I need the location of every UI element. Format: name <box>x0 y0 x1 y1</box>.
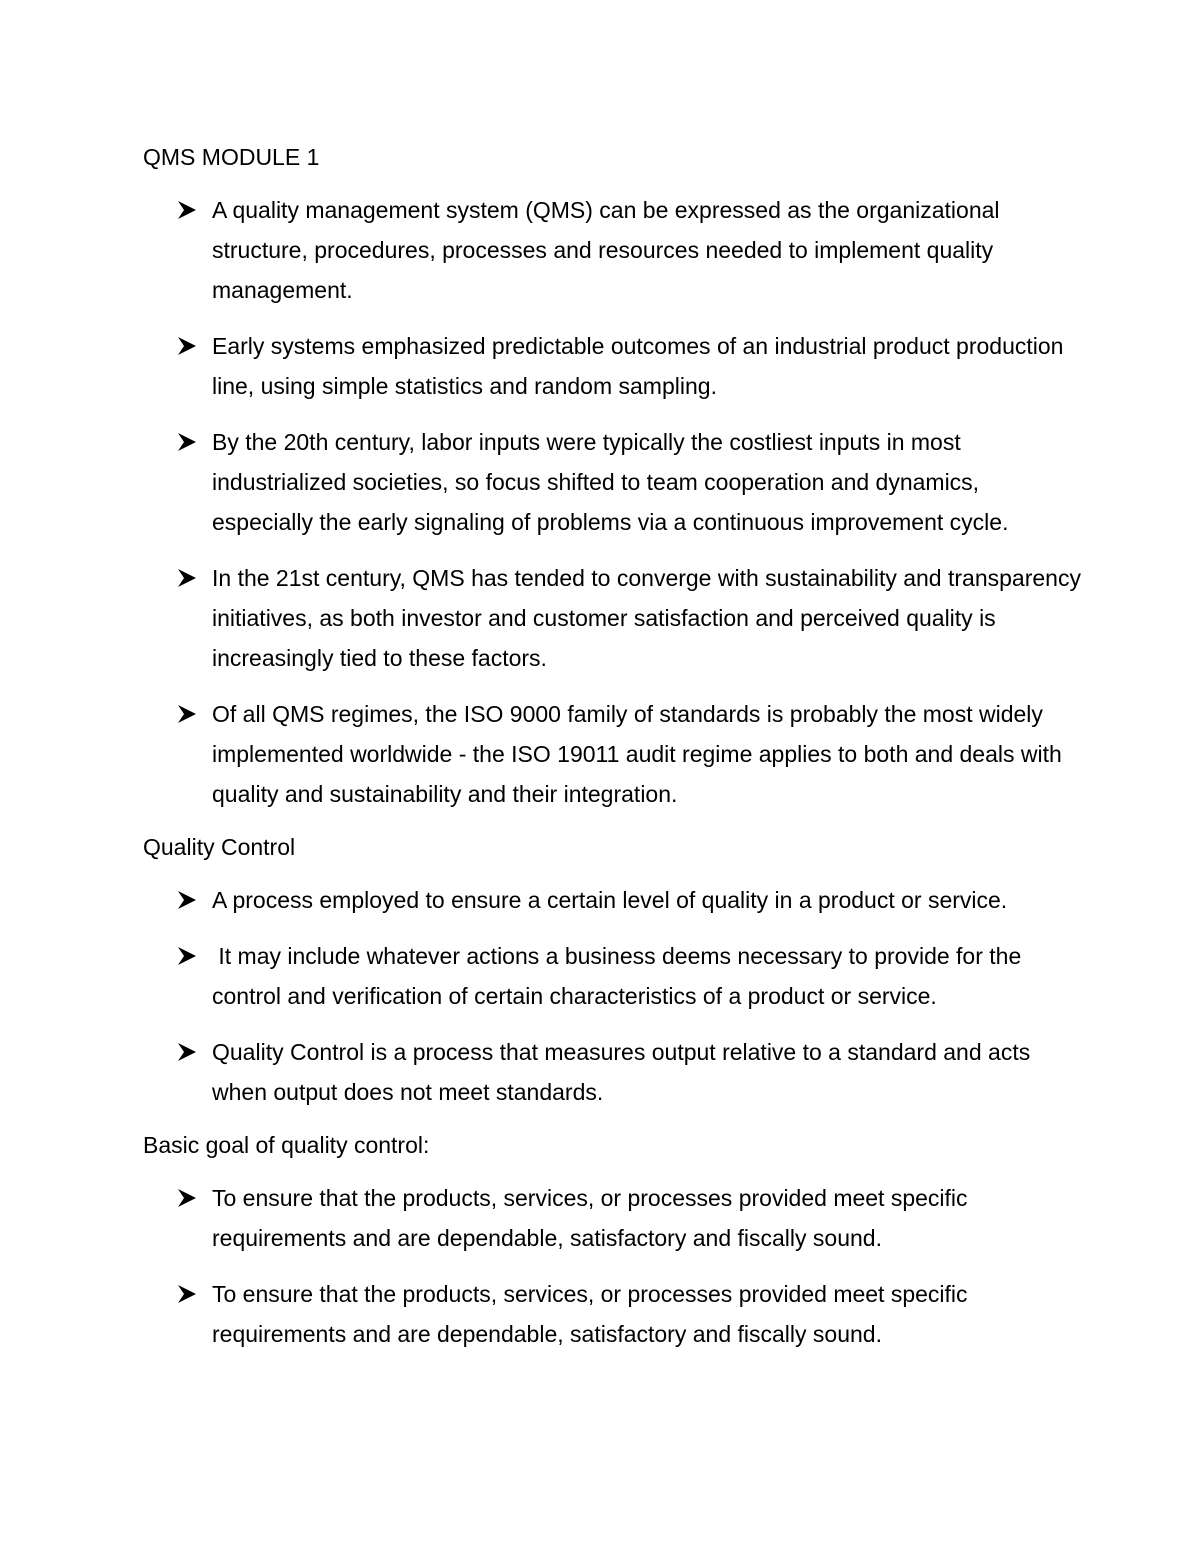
section-heading-qms-module-1: QMS MODULE 1 <box>143 144 320 170</box>
list-item-text: Quality Control is a process that measures output relative to a standard and acts when output does not meet standards. <box>212 1039 1031 1105</box>
arrow-bullet-icon <box>176 1283 198 1305</box>
arrow-bullet-icon <box>176 567 198 589</box>
arrow-bullet-icon <box>176 703 198 725</box>
list-item <box>143 1032 1083 1112</box>
list-item <box>143 326 1083 406</box>
list-item <box>143 190 1083 310</box>
list-item <box>143 558 1083 678</box>
section-heading-basic-goal: Basic goal of quality control: <box>143 1132 430 1158</box>
list-item <box>143 880 1083 920</box>
list-item <box>143 936 1083 1016</box>
arrow-bullet-icon <box>176 889 198 911</box>
bullet-list-basic-goal <box>143 1178 1083 1354</box>
list-item-text: Of all QMS regimes, the ISO 9000 family of standards is probably the most widely implemented worldwide - the ISO 19011 audit regime applies to both and deals with quality and sustainability and their integration. <box>212 701 1062 807</box>
list-item-text: A process employed to ensure a certain level of quality in a product or service. <box>212 887 1008 913</box>
list-item-text: To ensure that the products, services, or processes provided meet specific requirements and are dependable, satisfactory and fiscally sound. <box>212 1281 968 1347</box>
section-heading-quality-control: Quality Control <box>143 834 296 860</box>
list-item-text: In the 21st century, QMS has tended to converge with sustainability and transparency initiatives, as both investor and customer satisfaction and perceived quality is increasingly tied to these factors. <box>212 565 1081 671</box>
arrow-bullet-icon <box>176 1041 198 1063</box>
arrow-bullet-icon <box>176 335 198 357</box>
list-item-text: It may include whatever actions a business deems necessary to provide for the control and verification of certain characteristics of a product or service. <box>212 943 1028 1009</box>
list-item-text: By the 20th century, labor inputs were typically the costliest inputs in most industrialized societies, so focus shifted to team cooperation and dynamics, especially the early signaling of problems via a continuous improvement cycle. <box>212 429 1009 535</box>
list-item-text: Early systems emphasized predictable outcomes of an industrial product production line, using simple statistics and random sampling. <box>212 333 1064 399</box>
arrow-bullet-icon <box>176 431 198 453</box>
arrow-bullet-icon <box>176 945 198 967</box>
list-item <box>143 422 1083 542</box>
list-item <box>143 694 1083 814</box>
bullet-list-qms <box>143 190 1083 814</box>
list-item <box>143 1178 1083 1258</box>
list-item-text: A quality management system (QMS) can be expressed as the organizational structure, procedures, processes and resources needed to implement quality management. <box>212 197 1000 303</box>
bullet-list-quality-control <box>143 880 1083 1112</box>
arrow-bullet-icon <box>176 1187 198 1209</box>
list-item-text: To ensure that the products, services, or processes provided meet specific requirements and are dependable, satisfactory and fiscally sound. <box>212 1185 968 1251</box>
list-item <box>143 1274 1083 1354</box>
document-body <box>143 142 1083 1372</box>
arrow-bullet-icon <box>176 199 198 221</box>
